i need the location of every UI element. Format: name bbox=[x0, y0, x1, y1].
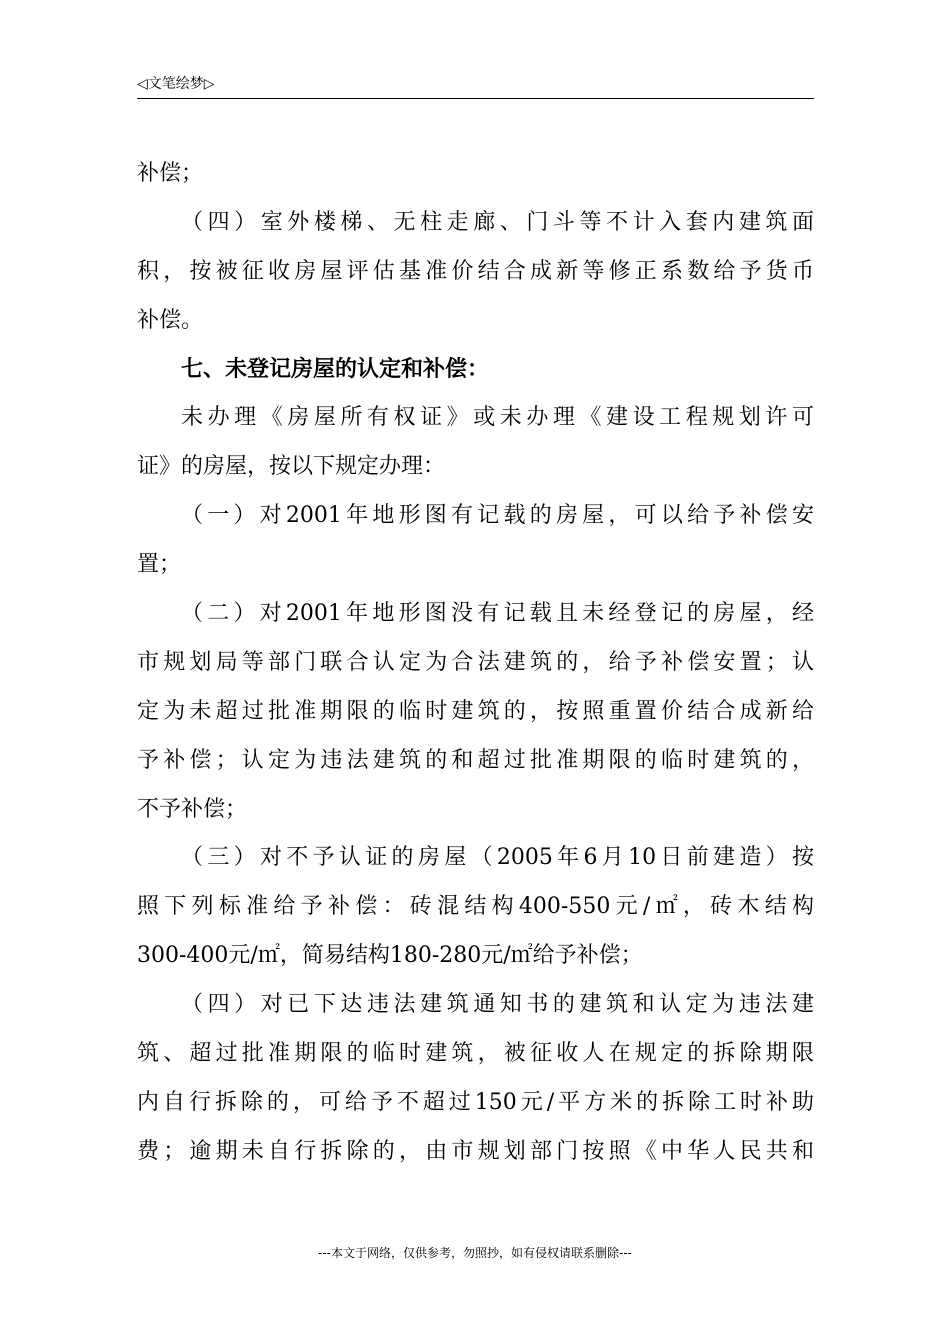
text-line: 积，按被征收房屋评估基准价结合成新等修正系数给予货币 bbox=[137, 258, 814, 284]
text-line: 内自行拆除的，可给予不超过150元/平方米的拆除工时补助 bbox=[137, 1089, 814, 1115]
text-line: 筑、超过批准期限的临时建筑，被征收人在规定的拆除期限 bbox=[137, 1041, 814, 1067]
page-footer: ---本文于网络，仅供参考，勿照抄，如有侵权请联系删除--- bbox=[318, 1246, 632, 1260]
text-line: （一）对2001年地形图有记载的房屋，可以给予补偿安 bbox=[181, 503, 814, 529]
header-title: ◁文笔绘梦▷ bbox=[137, 76, 215, 92]
text-line: 定为未超过批准期限的临时建筑的，按照重置价结合成新给 bbox=[137, 698, 814, 724]
text-line: 不予补偿； bbox=[137, 796, 248, 822]
text-line: （二）对2001年地形图没有记载且未经登记的房屋，经 bbox=[181, 601, 814, 627]
text-line: （四）对已下达违法建筑通知书的建筑和认定为违法建 bbox=[181, 992, 814, 1018]
document-body bbox=[137, 150, 814, 1177]
text-line: 证》的房屋，按以下规定办理： bbox=[137, 454, 446, 480]
text-line: 未办理《房屋所有权证》或未办理《建设工程规划许可 bbox=[181, 405, 814, 431]
section-heading: 七、未登记房屋的认定和补偿： bbox=[181, 356, 490, 382]
page-header bbox=[137, 74, 814, 99]
text-line: （四）室外楼梯、无柱走廊、门斗等不计入套内建筑面 bbox=[181, 209, 814, 235]
text-line: 费；逾期未自行拆除的，由市规划部门按照《中华人民共和 bbox=[137, 1138, 814, 1164]
text-line: 300-400元/㎡，简易结构180-280元/㎡给予补偿； bbox=[137, 943, 643, 969]
text-line: 市规划局等部门联合认定为合法建筑的，给予补偿安置；认 bbox=[137, 649, 814, 675]
text-line: 补偿。 bbox=[137, 307, 204, 333]
text-line: （三）对不予认证的房屋（2005年6月10日前建造）按 bbox=[181, 845, 814, 871]
text-line: 置； bbox=[137, 552, 182, 578]
text-line: 照下列标准给予补偿：砖混结构400-550元/㎡，砖木结构 bbox=[137, 894, 814, 920]
text-line: 予补偿；认定为违法建筑的和超过批准期限的临时建筑的， bbox=[137, 747, 814, 773]
text-line: 补偿； bbox=[137, 161, 204, 186]
